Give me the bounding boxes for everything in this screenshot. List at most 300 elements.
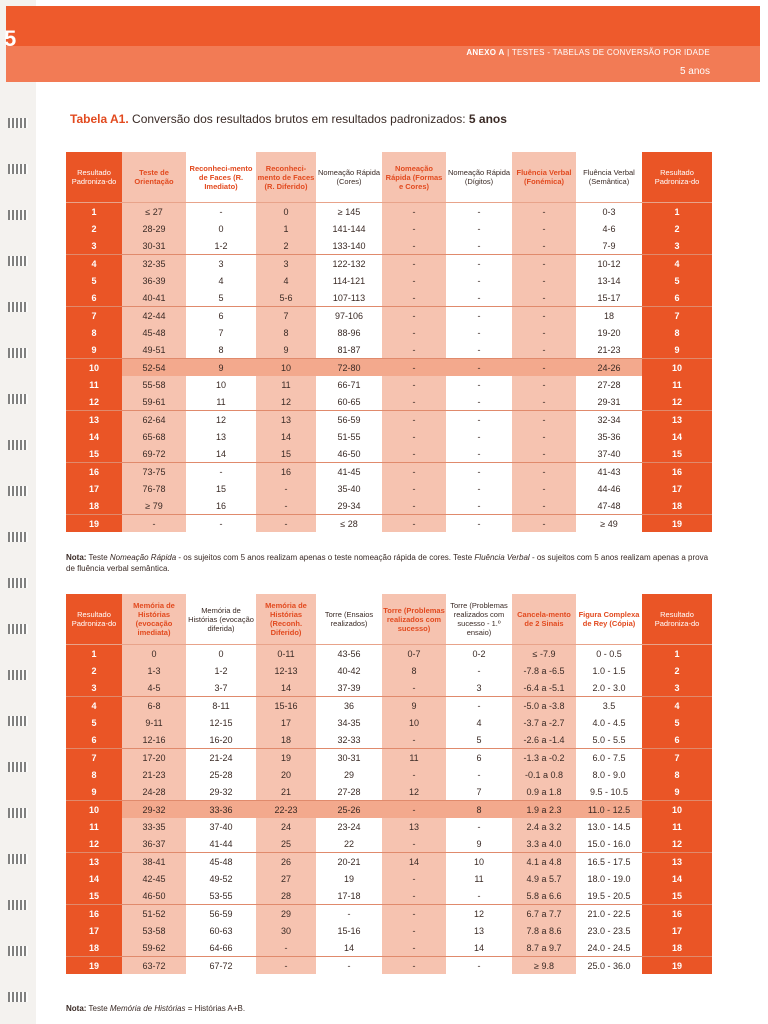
table-cell: -: [512, 289, 576, 307]
spine-binding-mark: [8, 210, 28, 220]
standard-score-cell: 9: [642, 783, 712, 801]
table-row: [66, 835, 712, 853]
table-cell: 67-72: [186, 957, 256, 975]
table-cell: 24: [256, 818, 316, 835]
standard-score-cell: 16: [642, 463, 712, 481]
note-test-name: Nomeação Rápida: [109, 553, 177, 562]
table-cell: 25-28: [209, 769, 233, 780]
table-cell: -: [382, 801, 446, 819]
table-row: [66, 272, 712, 289]
table-cell: 27-28: [337, 786, 361, 797]
table-cell: -: [382, 341, 446, 359]
table-cell: 33-36: [186, 801, 256, 819]
table-cell: 21.0 - 22.5: [576, 905, 642, 923]
table-cell: 15: [256, 445, 316, 463]
table-row: [66, 731, 712, 749]
table-cell: -: [477, 223, 481, 234]
table-cell: 11: [216, 396, 226, 407]
standard-score-cell: 9: [66, 783, 122, 801]
table-cell: -: [382, 497, 446, 515]
table-cell: 37-39: [337, 682, 361, 693]
table-cell: -: [382, 480, 446, 497]
table-cell: 21-24: [186, 749, 256, 767]
table-cell: 8: [382, 662, 446, 679]
note-test-name: Memória de Histórias: [109, 1004, 186, 1013]
table-cell: 9-11: [122, 714, 186, 731]
standard-score-cell: 4: [642, 697, 712, 715]
table-row: [66, 463, 712, 481]
table-cell: 16.5 - 17.5: [576, 853, 642, 871]
table-cell: 16: [256, 463, 316, 481]
table-cell: 5: [218, 292, 224, 303]
table-cell: -: [446, 515, 512, 533]
table-cell: -: [512, 307, 576, 325]
table-cell: -: [446, 359, 512, 377]
table-cell: 2.4 a 3.2: [512, 818, 576, 835]
table-cell: 6-8: [122, 697, 186, 715]
standard-score-cell: 4: [66, 255, 122, 273]
standard-score-cell: 10: [642, 801, 712, 819]
table-cell: 38-41: [122, 853, 186, 871]
standard-score-cell: 12: [642, 393, 712, 411]
standard-score-cell: 15: [642, 445, 712, 463]
table-cell: -: [446, 307, 512, 325]
table-cell: ≥ 145: [337, 206, 361, 217]
table-cell: 3.5: [576, 697, 642, 715]
standard-score-cell: 2: [66, 220, 122, 237]
standard-score-cell: 11: [642, 818, 712, 835]
table-cell: -: [382, 220, 446, 237]
standard-score-cell: 18: [66, 939, 122, 957]
table-cell: 19.5 - 20.5: [587, 890, 631, 901]
table-cell: 11: [382, 749, 446, 767]
table-row: [66, 428, 712, 445]
table-cell: 6.7 a 7.7: [512, 905, 576, 923]
table-cell: 14: [382, 853, 446, 871]
table-cell: -5.0 a -3.8: [512, 697, 576, 715]
table-cell: -: [477, 275, 481, 286]
table-cell: 133-140: [332, 240, 366, 251]
standard-score-cell: 3: [66, 237, 122, 255]
spine-binding-mark: [8, 992, 28, 1002]
column-header: Fluência Verbal (Semântica): [576, 152, 642, 203]
table-cell: 29: [256, 905, 316, 923]
table-cell: 4: [256, 272, 316, 289]
table-cell: -: [186, 463, 256, 481]
standard-score-cell: 15: [66, 887, 122, 905]
table-cell: -: [477, 396, 481, 407]
standard-score-cell: 5: [642, 714, 712, 731]
table-cell: 3: [476, 682, 482, 693]
table-cell: -: [512, 411, 576, 429]
table-cell: -: [446, 957, 512, 975]
standard-score-cell: 16: [642, 905, 712, 923]
standard-score-cell: 19: [66, 515, 122, 533]
table-2-note: [66, 1003, 716, 1014]
note-text: - os sujeitos com 5 anos realizam apenas o teste nomeação rápida de cores. Teste: [178, 553, 473, 562]
table-cell: 45-48: [122, 324, 186, 341]
standard-score-cell: 2: [642, 220, 712, 237]
column-header: Figura Complexa de Rey (Cópia): [576, 594, 642, 645]
table-row: [66, 203, 712, 221]
table-cell: 107-113: [332, 292, 366, 303]
table-row: [66, 714, 712, 731]
age-label: 5 anos: [679, 66, 710, 77]
table-cell: 14: [343, 942, 354, 953]
table-cell: 29-32: [209, 786, 233, 797]
table-1-note: [66, 552, 716, 574]
table-cell: 12-15: [209, 717, 233, 728]
table-cell: -: [382, 515, 446, 533]
standard-score-cell: 10: [66, 359, 122, 377]
table-cell: 56-59: [316, 411, 382, 429]
table-cell: 60-65: [337, 396, 361, 407]
table-cell: -: [477, 665, 481, 676]
table-cell: 40-42: [337, 665, 361, 676]
table-cell: -1.3 a -0.2: [512, 749, 576, 767]
table-cell: -: [512, 237, 576, 255]
standard-score-cell: 15: [66, 445, 122, 463]
table-cell: 15-17: [597, 292, 621, 303]
table-cell: -: [382, 766, 446, 783]
table-cell: 3: [256, 255, 316, 273]
table-cell: 34-35: [337, 717, 361, 728]
table-cell: 21: [256, 783, 316, 801]
table-cell: 10: [382, 714, 446, 731]
table-cell: -: [512, 220, 576, 237]
table-cell: 35-40: [337, 483, 361, 494]
table-cell: 1-2: [214, 665, 228, 676]
standard-score-cell: 15: [642, 887, 712, 905]
column-header: Reconheci-mento de Faces (R. Imediato): [186, 152, 256, 203]
table-cell: 13-14: [597, 275, 621, 286]
table-cell: -: [477, 327, 481, 338]
table-cell: 40-41: [122, 289, 186, 307]
standard-score-cell: 13: [642, 411, 712, 429]
table-cell: 14: [473, 942, 484, 953]
table-cell: 41-43: [576, 463, 642, 481]
standard-score-cell: 8: [642, 324, 712, 341]
standard-score-cell: 16: [66, 905, 122, 923]
standard-score-cell: 14: [66, 870, 122, 887]
table-cell: 24-26: [576, 359, 642, 377]
table-cell: -: [382, 376, 446, 393]
annex-label: ANEXO A: [466, 48, 505, 57]
table-cell: 6: [446, 749, 512, 767]
table-cell: 14: [256, 428, 316, 445]
table-cell: 12-16: [122, 731, 186, 749]
table-row: [66, 679, 712, 697]
table-cell: 55-58: [122, 376, 186, 393]
table-cell: 97-106: [316, 307, 382, 325]
column-header: Nomeação Rápida (Formas e Cores): [382, 152, 446, 203]
table-cell: -: [316, 957, 382, 975]
table-cell: 3.3 a 4.0: [512, 835, 576, 853]
table-cell: 0: [218, 648, 224, 659]
table-cell: 46-50: [122, 887, 186, 905]
standard-score-cell: 14: [66, 428, 122, 445]
column-header: Nomeação Rápida (Dígitos): [446, 152, 512, 203]
table-caption-age: 5 anos: [468, 112, 507, 126]
table-row: [66, 922, 712, 939]
table-cell: 49-51: [122, 341, 186, 359]
standard-score-cell: 12: [66, 393, 122, 411]
table-cell: 28: [256, 887, 316, 905]
column-header: Torre (Problemas realizados com sucesso - 1.º ensaio): [446, 594, 512, 645]
table-cell: 2: [256, 237, 316, 255]
table-cell: -: [446, 463, 512, 481]
table-cell: -: [512, 203, 576, 221]
table-cell: 51-55: [337, 431, 361, 442]
table-cell: 8: [446, 801, 512, 819]
spine-binding-mark: [8, 946, 28, 956]
table-cell: 4-6: [602, 223, 616, 234]
table-row: [66, 445, 712, 463]
table-cell: -: [382, 324, 446, 341]
table-cell: ≥ 9.8: [512, 957, 576, 975]
spine-binding-mark: [8, 762, 28, 772]
table-cell: 7.8 a 8.6: [512, 922, 576, 939]
standard-score-cell: 10: [642, 359, 712, 377]
spine-binding-mark: [8, 486, 28, 496]
table-cell: 28-29: [122, 220, 186, 237]
standard-score-cell: 17: [66, 922, 122, 939]
table-cell: 32-34: [576, 411, 642, 429]
column-header: Torre (Problemas realizados com sucesso): [382, 594, 446, 645]
table-cell: -: [316, 905, 382, 923]
table-cell: 4.9 a 5.7: [512, 870, 576, 887]
table-cell: 47-48: [597, 500, 621, 511]
table-cell: -: [512, 445, 576, 463]
note-test-name: Fluência Verbal: [474, 553, 530, 562]
standard-score-cell: 3: [642, 679, 712, 697]
standard-score-cell: 4: [642, 255, 712, 273]
table-cell: 17-18: [337, 890, 361, 901]
standard-score-cell: 18: [66, 497, 122, 515]
standard-score-cell: 6: [642, 731, 712, 749]
table-cell: 30-31: [122, 237, 186, 255]
table-cell: -: [382, 835, 446, 853]
table-cell: -: [382, 679, 446, 697]
note-text: - os sujeitos com 5 anos realizam apenas a prova de fluência verbal semântica.: [66, 553, 709, 573]
standard-score-cell: 7: [66, 307, 122, 325]
table-cell: -7.8 a -6.5: [512, 662, 576, 679]
table-cell: 11: [474, 873, 484, 884]
header-band: [6, 6, 760, 82]
table-cell: 27: [256, 870, 316, 887]
table-cell: 18: [576, 307, 642, 325]
table-cell: -: [382, 463, 446, 481]
table-cell: 36-39: [122, 272, 186, 289]
table-cell: 3: [186, 255, 256, 273]
table-cell: 24-28: [122, 783, 186, 801]
table-cell: 1.0 - 1.5: [592, 665, 626, 676]
table-cell: -2.6 a -1.4: [512, 731, 576, 749]
table-number: Tabela A1.: [70, 112, 129, 126]
table-row: [66, 255, 712, 273]
table-cell: 32-35: [122, 255, 186, 273]
table-cell: 23-24: [337, 821, 361, 832]
table-cell: -: [477, 292, 481, 303]
table-title: [70, 112, 507, 126]
table-row: [66, 766, 712, 783]
table-cell: 37-40: [209, 821, 233, 832]
table-row: [66, 289, 712, 307]
table-cell: 44-46: [597, 483, 621, 494]
table-cell: 22: [343, 838, 354, 849]
table-cell: 6: [186, 307, 256, 325]
table-row: [66, 801, 712, 819]
table-cell: 10: [215, 379, 226, 390]
table-cell: -: [477, 448, 481, 459]
table-cell: 30-31: [316, 749, 382, 767]
table-cell: -: [382, 922, 446, 939]
table-cell: 76-78: [122, 480, 186, 497]
table-cell: 29-34: [337, 500, 361, 511]
table-cell: 1-3: [122, 662, 186, 679]
table-cell: -: [477, 500, 481, 511]
table-row: [66, 359, 712, 377]
table-cell: 37-40: [597, 448, 621, 459]
column-header: Resultado Padroniza-do: [66, 594, 122, 645]
table-cell: -: [477, 890, 481, 901]
table-cell: 18.0 - 19.0: [587, 873, 631, 884]
table-cell: 4: [218, 275, 224, 286]
standard-score-cell: 6: [642, 289, 712, 307]
table-cell: -: [382, 445, 446, 463]
table-cell: 29: [343, 769, 354, 780]
table-cell: 4: [476, 717, 482, 728]
table-cell: -: [477, 431, 481, 442]
spine-binding-mark: [8, 578, 28, 588]
standard-score-cell: 18: [642, 497, 712, 515]
table-cell: 22-23: [256, 801, 316, 819]
table-cell: 15: [215, 483, 226, 494]
table-cell: -: [512, 341, 576, 359]
column-header: Reconheci-mento de Faces (R. Diferido): [256, 152, 316, 203]
spine-binding-mark: [8, 624, 28, 634]
table-cell: -: [382, 957, 446, 975]
table-cell: 12: [186, 411, 256, 429]
table-cell: 14: [215, 448, 226, 459]
table-cell: ≥ 49: [576, 515, 642, 533]
note-text: Teste: [88, 1004, 108, 1013]
table-cell: 0.9 a 1.8: [512, 783, 576, 801]
table-cell: -: [186, 515, 256, 533]
table-cell: 60-63: [209, 925, 233, 936]
table-cell: -: [512, 359, 576, 377]
table-cell: 11: [256, 376, 316, 393]
table-cell: -: [446, 697, 512, 715]
corner-mark: 5: [4, 26, 17, 51]
table-cell: -: [512, 480, 576, 497]
table-cell: -: [382, 359, 446, 377]
spine-binding-mark: [8, 164, 28, 174]
table-cell: 30: [256, 922, 316, 939]
table-cell: 45-48: [186, 853, 256, 871]
standard-score-cell: 3: [66, 679, 122, 697]
spine-binding-mark: [8, 854, 28, 864]
table-cell: -: [382, 428, 446, 445]
spine-binding-mark: [8, 716, 28, 726]
table-row: [66, 411, 712, 429]
table-cell: 141-144: [332, 223, 366, 234]
table-row: [66, 905, 712, 923]
table-cell: 1: [256, 220, 316, 237]
table-cell: 9: [186, 359, 256, 377]
note-label: Nota:: [66, 553, 87, 562]
table-row: [66, 393, 712, 411]
table-cell: 13: [256, 411, 316, 429]
standard-score-cell: 4: [66, 697, 122, 715]
standard-score-cell: 8: [66, 324, 122, 341]
table-cell: 9: [256, 341, 316, 359]
spine-binding-mark: [8, 532, 28, 542]
table-cell: 17-20: [122, 749, 186, 767]
table-cell: 14: [256, 679, 316, 697]
spine-binding-mark: [8, 808, 28, 818]
table-cell: -: [256, 957, 316, 975]
table-row: [66, 515, 712, 533]
spine-binding-mark: [8, 900, 28, 910]
table-cell: 8: [218, 344, 224, 355]
table-cell: 18: [256, 731, 316, 749]
table-cell: 114-121: [332, 275, 366, 286]
column-header: Memória de Histórias (Reconh. Diferido): [256, 594, 316, 645]
standard-score-cell: 6: [66, 289, 122, 307]
table-cell: -: [512, 324, 576, 341]
spine-binding-mark: [8, 302, 28, 312]
table-cell: 15-16: [337, 925, 361, 936]
table-cell: 53-58: [122, 922, 186, 939]
table-cell: -: [477, 483, 481, 494]
table-row: [66, 818, 712, 835]
table-cell: 2.0 - 3.0: [592, 682, 626, 693]
table-cell: 13: [382, 818, 446, 835]
table-cell: ≥ 79: [122, 497, 186, 515]
table-row: [66, 697, 712, 715]
note-text: Teste: [88, 553, 108, 562]
table-cell: 16-20: [209, 734, 233, 745]
table-row: [66, 939, 712, 957]
spine-binding-mark: [8, 348, 28, 358]
table-cell: -: [512, 393, 576, 411]
standard-score-cell: 1: [642, 645, 712, 663]
table-row: [66, 324, 712, 341]
table-cell: -: [256, 939, 316, 957]
standard-score-cell: 19: [642, 957, 712, 975]
table-cell: 29-32: [122, 801, 186, 819]
table-cell: -: [512, 428, 576, 445]
table-cell: 25: [256, 835, 316, 853]
table-cell: 5.0 - 5.5: [592, 734, 626, 745]
table-cell: 5.8 a 6.6: [512, 887, 576, 905]
table-cell: 49-52: [209, 873, 233, 884]
table-cell: 19: [256, 749, 316, 767]
table-cell: -: [512, 463, 576, 481]
table-cell: 8.7 a 9.7: [512, 939, 576, 957]
standard-score-cell: 9: [66, 341, 122, 359]
table-cell: 27-28: [597, 379, 621, 390]
table-cell: -: [219, 206, 223, 217]
table-cell: 56-59: [186, 905, 256, 923]
note-text: = Histórias A+B.: [187, 1004, 246, 1013]
table-cell: -: [446, 255, 512, 273]
table-cell: 0-11: [256, 645, 316, 663]
standard-score-cell: 17: [642, 922, 712, 939]
table-cell: 12-13: [256, 662, 316, 679]
column-header: Torre (Ensaios realizados): [316, 594, 382, 645]
